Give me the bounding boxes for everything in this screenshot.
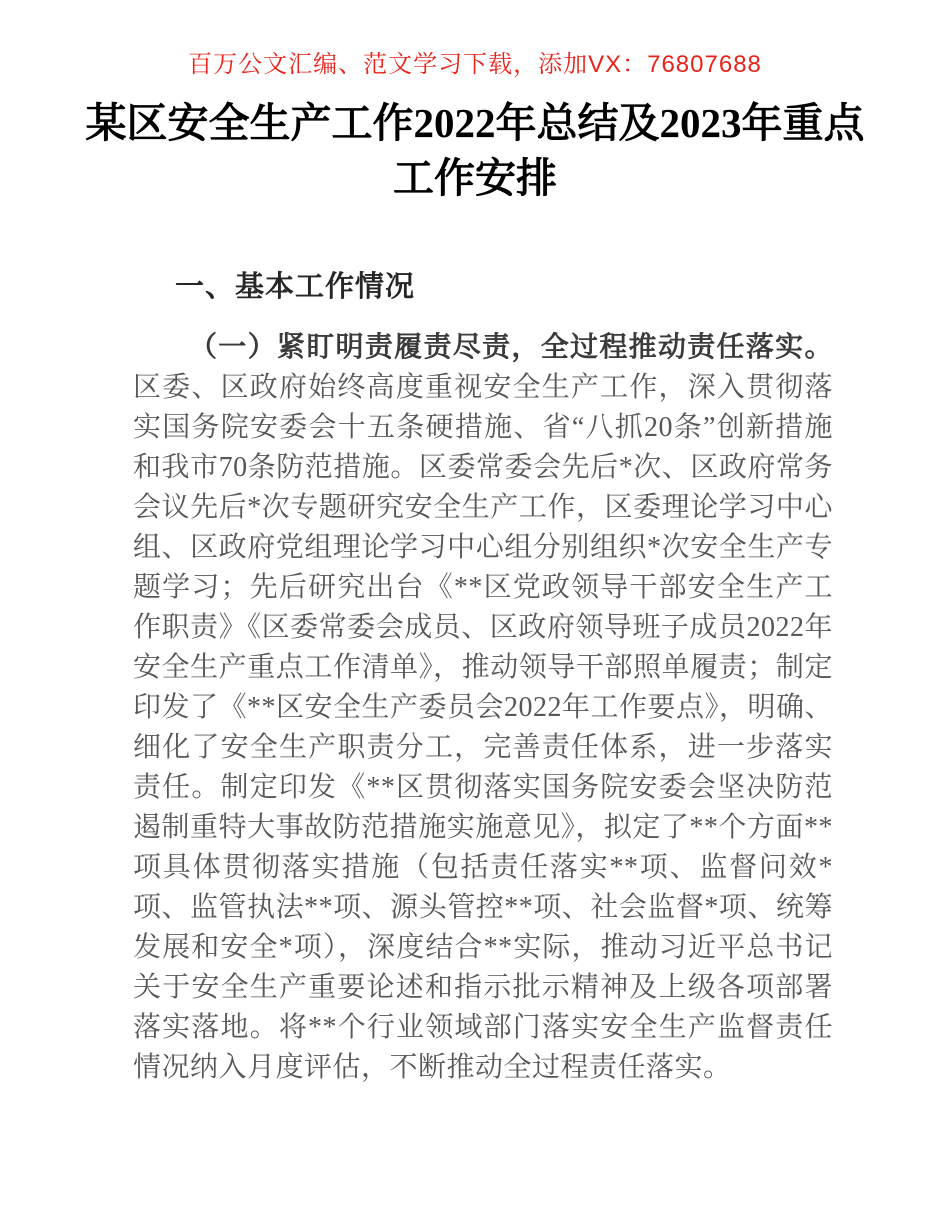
promo-banner: 百万公文汇编、范文学习下载，添加VX：76807688 — [188, 51, 762, 78]
document-body — [133, 270, 833, 1088]
paragraph-body: 区委、区政府始终高度重视安全生产工作，深入贯彻落实国务院安委会十五条硬措施、省“八抓20条”创新措施和我市70条防范措施。区委常委会先后*次、区政府常务会议先后*次专题研究安全生产工作，区委理论学习中心组、区政府党组理论学习中心组分别组织*次安全生产专题学习；先后研究出台《**区党政领导干部安全生产工作职责》《区委常委会成员、区政府领导班子成员2022年安全生产重点工作清单》，推动领导干部照单履责；制定印发了《**区安全生产委员会2022年工作要点》，明确、细化了安全生产职责分工，完善责任体系，进一步落实责任。制定印发《**区贯彻落实国务院安委会坚决防范遏制重特大事故防范措施实施意见》，拟定了**个方面**项具体贯彻落实措施（包括责任落实**项、监督问效*项、监管执法**项、源头管控**项、社会监督*项、统筹发展和安全*项），深度结合**实际，推动习近平总书记关于安全生产重要论述和指示批示精神及上级各项部署落实落地。将**个行业领域部门落实安全生产监督责任情况纳入月度评估，不断推动全过程责任落实。 — [133, 372, 834, 1083]
paragraph-lead: （一）紧盯明责履责尽责，全过程推动责任落实。 — [189, 332, 833, 363]
section-1-paragraph-1 — [133, 328, 833, 1088]
document-title: 某区安全生产工作2022年总结及2023年重点工作安排 — [85, 100, 865, 201]
section-1-heading: 一、基本工作情况 — [175, 271, 416, 303]
